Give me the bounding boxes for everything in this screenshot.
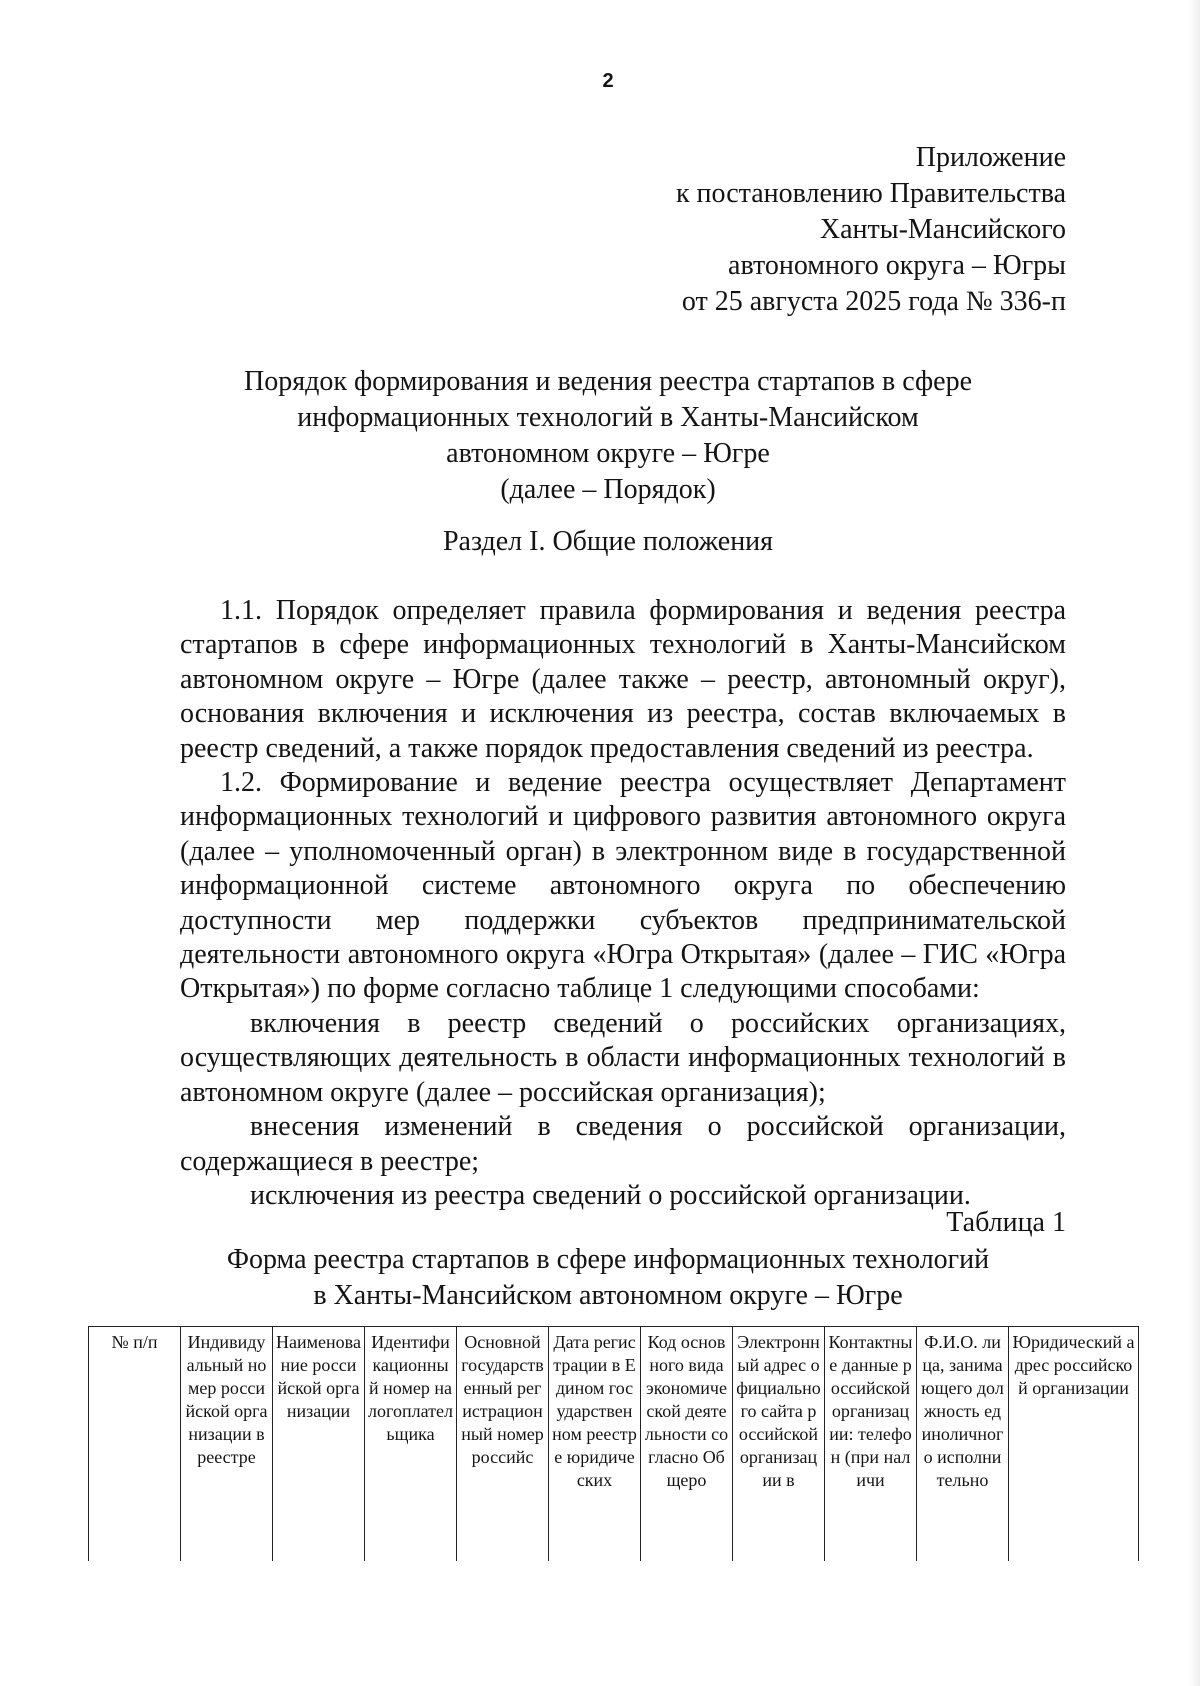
- appendix-line: Ханты-Мансийского: [819, 214, 1066, 245]
- table-title-line: Форма реестра стартапов в сфере информационных технологий: [226, 1244, 990, 1275]
- header-cell-registry-id: Индивидуальный номер российской организации в реестре: [181, 1327, 273, 1562]
- table-label: Таблица 1: [946, 1207, 1066, 1238]
- table-title: [0, 1242, 1200, 1314]
- section-heading: Раздел I. Общие положения: [442, 526, 774, 557]
- paragraph-1-1: 1.1. Порядок определяет правила формирования и ведения реестра стартапов в сфере информационных технологий в Ханты-Мансийском автономном округе – Югре (далее также – реестр, автономный округ), основания включения и исключения из реестра, состав включаемых в реестр сведений, а также порядок предоставления сведений из реестра.: [180, 595, 1066, 764]
- table-header-row: [89, 1327, 1139, 1562]
- appendix-line: к постановлению Правительства: [675, 178, 1066, 209]
- header-cell-name: Наименование российской организации: [273, 1327, 365, 1562]
- header-cell-registration-date: Дата регистрации в Едином государственном реестре юридических: [549, 1327, 641, 1562]
- body-text: [180, 594, 1066, 1213]
- appendix-line: автономного округа – Югры: [728, 250, 1066, 281]
- paragraph-method-exclude: исключения из реестра сведений о российской организации.: [250, 1179, 971, 1211]
- header-cell-ogrn: Основной государственный регистрационный номер российс: [457, 1327, 549, 1562]
- table-title-line: в Ханты-Мансийском автономном округе – Югре: [313, 1280, 903, 1311]
- document-title: [0, 364, 1200, 508]
- paragraph-method-include: включения в реестр сведений о российских организациях, осуществляющих деятельность в области информационных технологий в автономном округе (далее – российская организация);: [180, 1007, 1066, 1108]
- header-cell-website: Электронный адрес официального сайта российской организации в: [733, 1327, 825, 1562]
- header-cell-contacts: Контактные данные российской организации: телефон (при наличи: [825, 1327, 917, 1562]
- scan-edge: [1188, 0, 1200, 1686]
- title-line: информационных технологий в Ханты-Мансийском: [297, 402, 919, 433]
- title-line: (далее – Порядок): [500, 474, 716, 505]
- header-cell-inn: Идентификационный номер налогоплательщика: [365, 1327, 457, 1562]
- header-cell-okved: Код основного вида экономической деятельности согласно Общеро: [641, 1327, 733, 1562]
- page-number: 2: [602, 70, 614, 92]
- header-cell-legal-address: Юридический адрес российской организации: [1009, 1327, 1139, 1562]
- appendix-block: [676, 140, 1066, 320]
- header-cell-number: № п/п: [89, 1327, 181, 1562]
- appendix-line: Приложение: [915, 142, 1066, 173]
- header-cell-director: Ф.И.О. лица, занимающего должность единоличного исполнительно: [917, 1327, 1009, 1562]
- title-line: Порядок формирования и ведения реестра стартапов в сфере: [244, 366, 972, 397]
- appendix-line: от 25 августа 2025 года № 336-п: [681, 286, 1066, 317]
- paragraph-method-change: внесения изменений в сведения о российской организации, содержащиеся в реестре;: [180, 1111, 1066, 1177]
- title-line: автономном округе – Югре: [446, 438, 770, 469]
- paragraph-1-2: 1.2. Формирование и ведение реестра осуществляет Департамент информационных технологий и цифрового развития автономного округа (далее – уполномоченный орган) в электронном виде в государственной информационной системе автономного округа по обеспечению доступности мер поддержки субъектов предпринимательской деятельности автономного округа «Югра Открытая» (далее – ГИС «Югра Открытая») по форме согласно таблице 1 следующими способами:: [180, 767, 1066, 1005]
- register-form-table: [88, 1326, 1139, 1561]
